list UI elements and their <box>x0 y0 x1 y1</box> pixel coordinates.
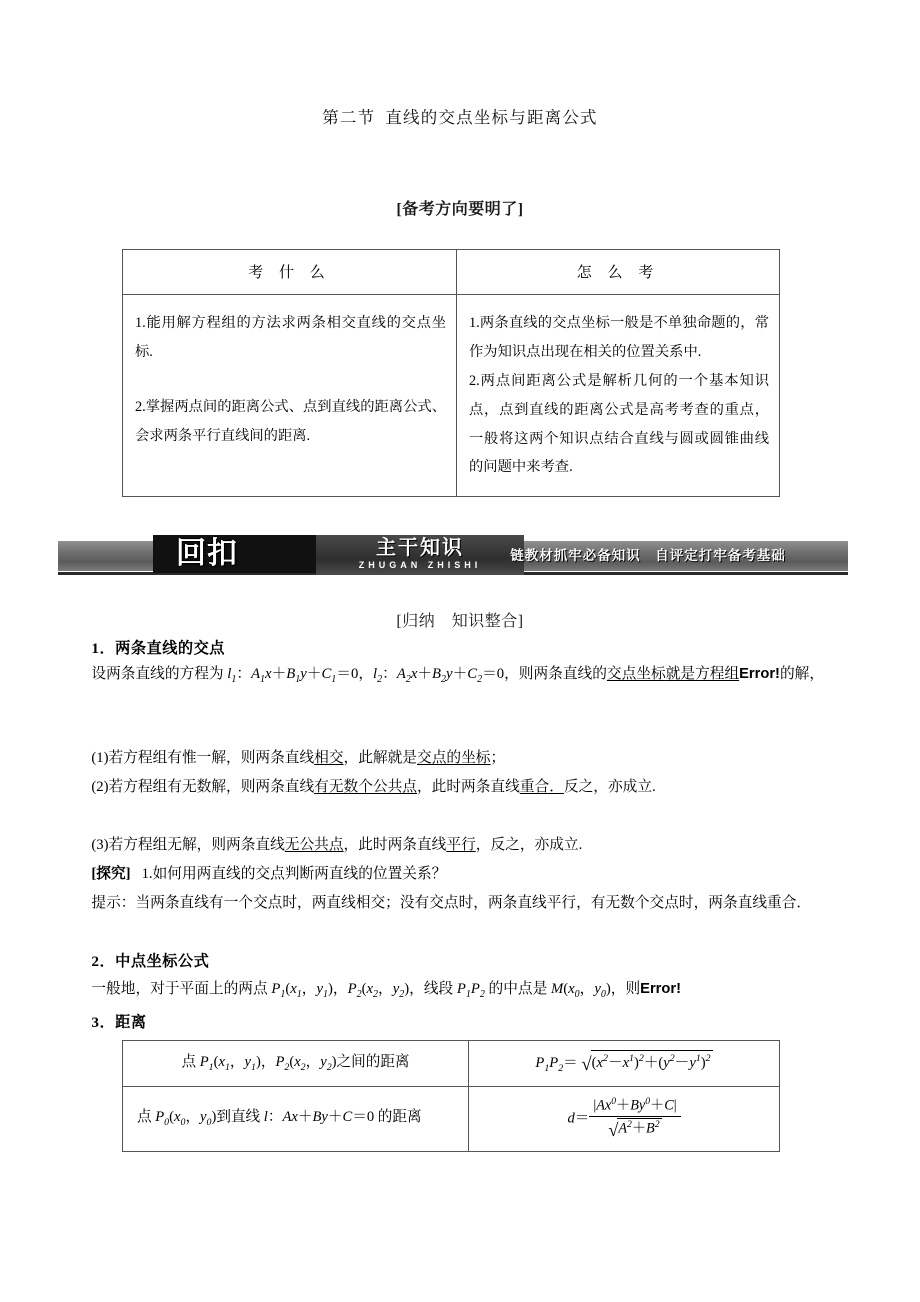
item-2-number: 2． <box>91 953 116 970</box>
table-row <box>123 1086 780 1151</box>
sub2-u1: 有无数个公共点 <box>314 779 417 795</box>
item-3-number: 3． <box>91 1014 116 1031</box>
exam-guide-table <box>122 249 780 497</box>
sub3-before: (3)若方程组无解，则两条直线 <box>91 837 285 853</box>
sub3-mid: ，此时两条直线 <box>343 837 447 853</box>
section-number: 第二节 <box>322 108 376 127</box>
sub1-tail: ； <box>490 750 506 766</box>
cell-content <box>457 295 779 496</box>
distance-row-1-label: 点 $P_1(x_1$，$y_1$)，$P_2(x_2$，$y_2$)之间的距离 <box>181 1054 410 1073</box>
table-row <box>123 1041 780 1087</box>
sub3-u2: 平行 <box>446 837 476 853</box>
sub1-u1: 相交 <box>314 750 344 766</box>
banner-badge-label: 回扣 <box>170 535 244 573</box>
knowledge-heading: [归纳 知识整合] <box>396 613 524 630</box>
knowledge-item-2-heading <box>62 947 862 977</box>
sub1-u2: 交点的坐标 <box>417 750 491 766</box>
knowledge-item-1-intro: 设两条直线的方程为 $l_1$：$A_1x+B_1y+C_1=0$，$l_2$：$A_2x+B_2y+C_2=0$，则两条直线的交点坐标就是方程组Error!的解， <box>91 666 825 685</box>
explore-tag: [探究] <box>91 866 131 882</box>
banner-tagline: 链教材抓牢必备知识 自评定打牢备考基础 <box>510 548 786 563</box>
distance-formula-table <box>122 1040 780 1152</box>
column-header-what: 考 什 么 <box>123 250 457 295</box>
cell-how-tested <box>457 295 780 497</box>
error-token: Error! <box>739 666 780 682</box>
sub1-before: (1)若方程组有惟一解，则两条直线 <box>91 750 315 766</box>
sub2-u2: 重合． <box>519 779 564 795</box>
distance-row-2-label: 点 $P_0(x_0$，$y_0$)到直线 l：Ax＋By＋C＝0 的距离 <box>137 1109 422 1129</box>
page-title <box>0 104 920 128</box>
sub1-mid: ，此解就是 <box>343 750 417 766</box>
intro-after-underline: 就是方程组 <box>665 666 740 682</box>
explore-question: 1.如何用两直线的交点判断两直线的位置关系？ <box>141 866 447 882</box>
exam-guide-heading: [备考方向要明了] <box>396 201 524 218</box>
knowledge-item-1-sub-1 <box>62 744 862 773</box>
distance-row-2-formula: d＝ $\frac{|Ax^0+By^0+C|}{√A^2+B^2}$ <box>469 1087 779 1151</box>
banner-title-pinyin: ZHUGAN ZHISHI <box>358 560 482 570</box>
table-row <box>123 295 780 497</box>
intro-after-error: 的解， <box>779 666 825 682</box>
tested-item-2: 2.两点间距离公式是解析几何的一个基本知识点，点到直线的距离公式是高考考查的重点，一般将这两个知识点结合直线与圆或圆锥曲线的问题中来考查. <box>469 372 769 476</box>
sub2-tail: 反之，亦成立. <box>563 779 656 795</box>
knowledge-item-2-body: 一般地，对于平面上的两点 $P_1(x_1$，$y_1$)，$P_2(x_2$，$y_2$)，线段 $P_1P_2$ 的中点是 $M(x_0$，$y_0$)，则Error! <box>91 981 681 1000</box>
cell-what-to-learn <box>123 295 457 497</box>
distance-row-1-label-cell <box>123 1041 469 1087</box>
item-1-number: 1． <box>91 640 116 657</box>
explore-line <box>62 860 862 889</box>
knowledge-item-1-sub-2 <box>62 773 862 802</box>
distance-row-2-formula-cell <box>469 1086 780 1151</box>
hint-text: 当两条直线有一个交点时，两直线相交；没有交点时，两条直线平行，有无数个交点时，两条直线重合． <box>135 895 812 911</box>
learn-item-2: 2.掌握两点间的距离公式、点到直线的距离公式、会求两条平行直线间的距离. <box>135 398 446 444</box>
sub3-tail: ，反之，亦成立. <box>475 837 583 853</box>
sub2-mid: ，此时两条直线 <box>416 779 520 795</box>
item-2-title: 中点坐标公式 <box>115 953 210 970</box>
banner-title-cn: 主干知识 <box>376 537 464 559</box>
table-header-row <box>123 250 780 295</box>
hint-label: 提示： <box>91 895 136 911</box>
sub3-u1: 无公共点 <box>284 837 344 853</box>
learn-item-1: 1.能用解方程组的方法求两条相交直线的交点坐标. <box>135 315 446 360</box>
tested-item-1: 1.两条直线的交点坐标一般是不单独命题的，常作为知识点出现在相关的位置关系中. <box>469 315 769 360</box>
hint-line <box>62 889 862 918</box>
distance-row-1-formula-cell <box>469 1041 780 1087</box>
distance-row-2-label-cell <box>123 1086 469 1151</box>
knowledge-item-1-sub-3 <box>62 831 862 860</box>
section-title: 直线的交点坐标与距离公式 <box>385 108 598 127</box>
underlined-term: 交点坐标 <box>606 666 666 682</box>
section-banner <box>58 531 848 581</box>
column-header-how: 怎 么 考 <box>457 250 780 295</box>
distance-row-1-formula: $P_1P_2= √(x^2-x^1)^2+(y^2-y^1)^2$ <box>469 1041 779 1085</box>
error-token: Error! <box>640 981 681 997</box>
item-1-title: 两条直线的交点 <box>115 640 225 657</box>
cell-content <box>123 295 456 465</box>
knowledge-item-3-heading <box>62 1008 862 1038</box>
sub2-before: (2)若方程组有无数解，则两条直线 <box>91 779 315 795</box>
item-3-title: 距离 <box>115 1014 147 1031</box>
